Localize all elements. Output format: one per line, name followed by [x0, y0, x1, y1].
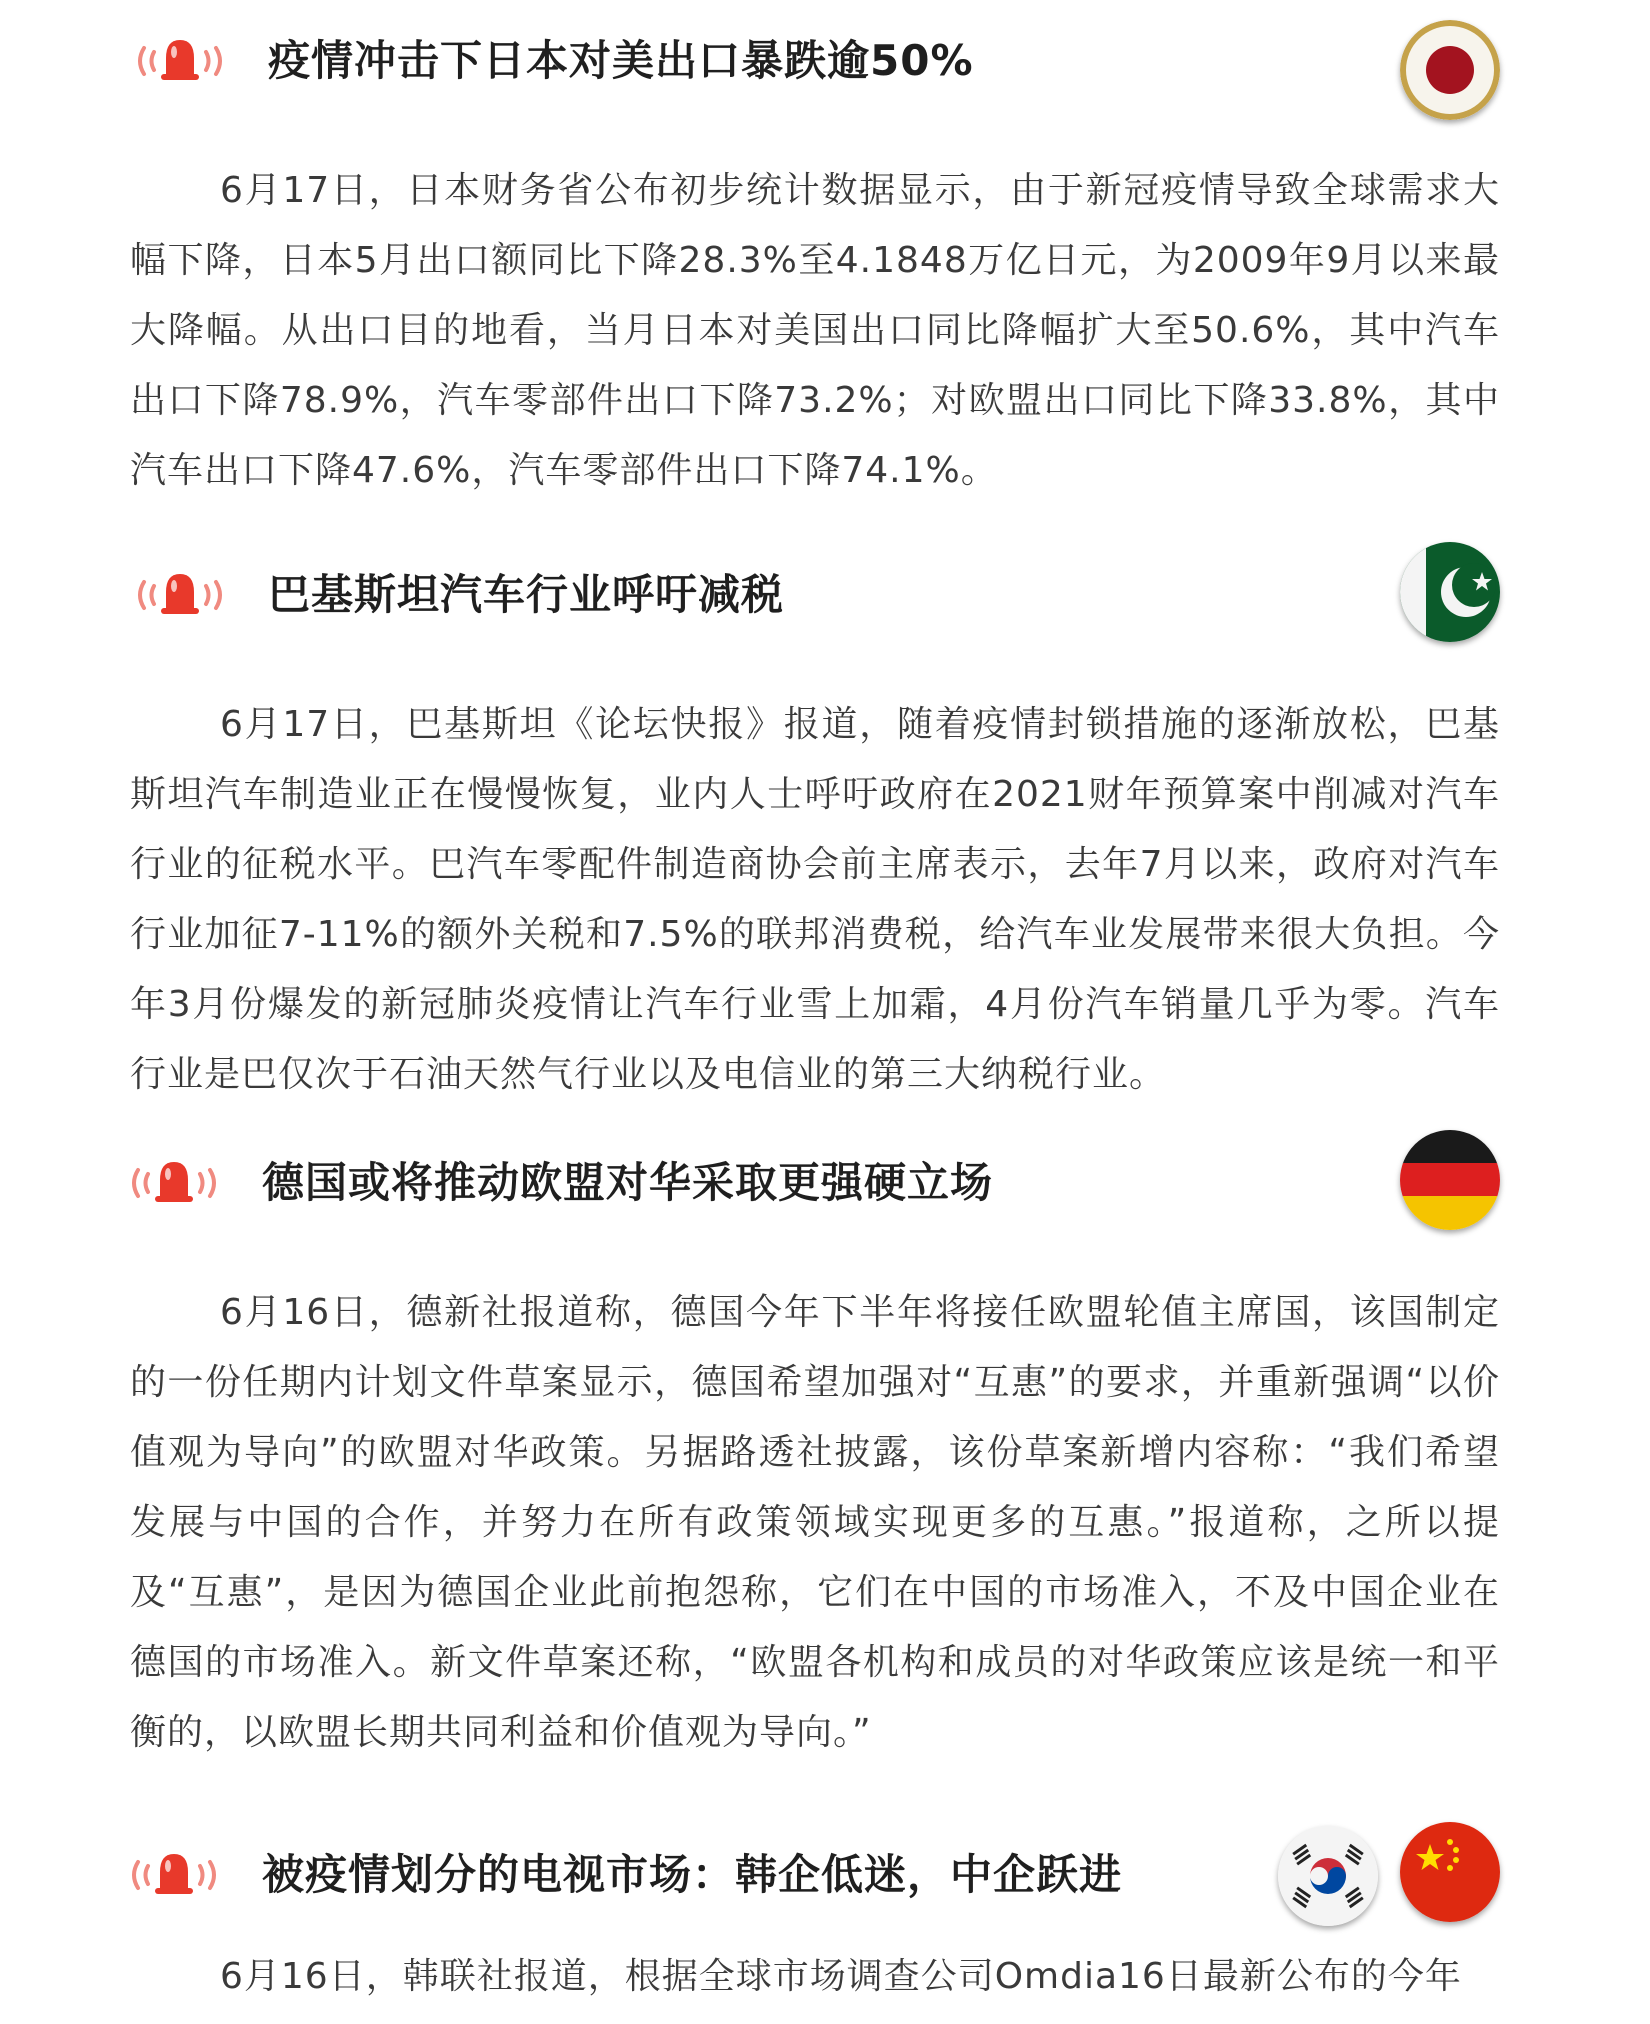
- headline: 疫情冲击下日本对美出口暴跌逾50%: [268, 36, 974, 85]
- article-body: 6月16日，韩联社报道，根据全球市场调查公司Omdia16日最新公布的今年: [220, 1956, 1462, 1997]
- alarm-bell-icon: [130, 570, 230, 620]
- article-body: 6月17日，巴基斯坦《论坛快报》报道，随着疫情封锁措施的逐渐放松，巴基斯坦汽车制造业正在慢慢恢复，业内人士呼吁政府在2021财年预算案中削减对汽车行业的征税水平。巴汽车零配件制造商协会前主席表示，去年7月以来，政府对汽车行业加征7-11%的额外关税和7.5%的联邦消费税，给汽车业发展带来很大负担。今年3月份爆发的新冠肺炎疫情让汽车行业雪上加霜，4月份汽车销量几乎为零。汽车行业是巴仅次于石油天然气行业以及电信业的第三大纳税行业。: [130, 704, 1500, 1095]
- headline-row: [130, 1820, 1500, 1930]
- japan-flag-icon: [1400, 20, 1500, 120]
- article-body: 6月16日，德新社报道称，德国今年下半年将接任欧盟轮值主席国，该国制定的一份任期内计划文件草案显示，德国希望加强对“互惠”的要求，并重新强调“以价值观为导向”的欧盟对华政策。另据路透社披露，该份草案新增内容称：“我们希望发展与中国的合作，并努力在所有政策领域实现更多的互惠。”报道称，之所以提及“互惠”，是因为德国企业此前抱怨称，它们在中国的市场准入，不及中国企业在德国的市场准入。新文件草案还称，“欧盟各机构和成员的对华政策应该是统一和平衡的，以欧盟长期共同利益和价值观为导向。”: [130, 1292, 1500, 1753]
- article-japan: [130, 6, 1500, 506]
- alarm-bell-icon: [124, 1158, 224, 1208]
- headline-row: [130, 1128, 1500, 1238]
- headline: 巴基斯坦汽车行业呼吁减税: [268, 570, 785, 619]
- alarm-bell-icon: [124, 1850, 224, 1900]
- article-germany: [130, 1128, 1500, 1768]
- headline: 被疫情划分的电视市场：韩企低迷，中企跃进: [262, 1850, 1123, 1899]
- headline-row: [130, 540, 1500, 650]
- germany-flag-icon: [1400, 1130, 1500, 1230]
- pakistan-flag-icon: [1400, 542, 1500, 642]
- article-tv-market: [130, 1820, 1500, 2012]
- alarm-bell-icon: [130, 36, 230, 86]
- article-body: 6月17日，日本财务省公布初步统计数据显示，由于新冠疫情导致全球需求大幅下降，日本5月出口额同比下降28.3%至4.1848万亿日元，为2009年9月以来最大降幅。从出口目的地看，当月日本对美国出口同比降幅扩大至50.6%，其中汽车出口下降78.9%，汽车零部件出口下降73.2%；对欧盟出口同比下降33.8%，其中汽车出口下降47.6%，汽车零部件出口下降74.1%。: [130, 170, 1500, 491]
- china-flag-icon: [1400, 1822, 1500, 1922]
- article-pakistan: [130, 540, 1500, 1110]
- headline: 德国或将推动欧盟对华采取更强硬立场: [262, 1158, 994, 1207]
- south-korea-flag-icon: [1278, 1826, 1378, 1926]
- headline-row: [130, 6, 1500, 116]
